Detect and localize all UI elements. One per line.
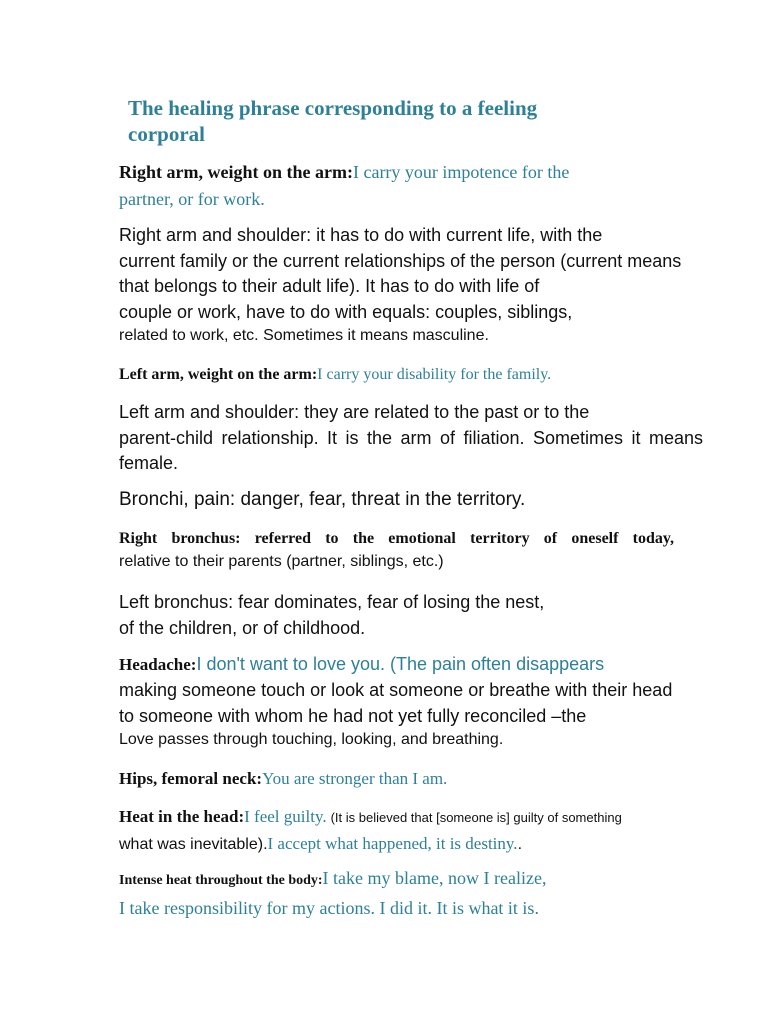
headache-body-2: to someone with whom he had not yet fully reconciled –the xyxy=(119,706,587,726)
heat-head-note-2: what was inevitable). xyxy=(119,836,268,853)
intense-heat-line-1 xyxy=(119,868,546,889)
right-arm-phrase-cont: partner, or for work. xyxy=(119,189,265,209)
headache-heading: Headache: xyxy=(119,655,197,674)
hips-heading: Hips, femoral neck: xyxy=(119,769,263,788)
bronchi-text: Bronchi, pain: danger, fear, threat in the territory. xyxy=(119,489,526,510)
headache-body-3: Love passes through touching, looking, and breathing. xyxy=(119,731,504,748)
hips-phrase: You are stronger than I am. xyxy=(262,769,448,788)
heat-head-line-1 xyxy=(119,807,622,827)
heat-head-phrase-2: I accept what happened, it is destiny. xyxy=(267,834,518,853)
left-arm-body-2: parent-child relationship. It is the arm of filiation. Sometimes it means xyxy=(119,428,703,448)
right-bronchus-line-1: Right bronchus: referred to the emotional territory of oneself today, xyxy=(119,530,674,547)
hips-line xyxy=(119,769,447,789)
page-title-line-2: corporal xyxy=(128,122,205,146)
headache-phrase: I don't want to love you. (The pain often disappears xyxy=(196,654,605,674)
heat-head-note-1: (It is believed that [someone is] guilty of something xyxy=(330,810,622,825)
right-arm-body-5: related to work, etc. Sometimes it means masculine. xyxy=(119,327,489,344)
heat-head-line-2 xyxy=(119,834,522,854)
heat-head-tail: . xyxy=(517,836,523,853)
right-arm-phrase: I carry your impotence for the xyxy=(352,162,570,182)
left-bronchus-line-1: Left bronchus: fear dominates, fear of losing the nest, xyxy=(119,592,545,612)
right-arm-heading: Right arm, weight on the arm: xyxy=(119,162,353,182)
intense-heat-phrase-1: I take my blame, now I realize, xyxy=(322,868,547,888)
right-arm-body-4: couple or work, have to do with equals: couples, siblings, xyxy=(119,302,573,322)
left-arm-phrase: I carry your disability for the family. xyxy=(317,366,552,383)
right-arm-body-2: current family or the current relationships of the person (current means xyxy=(119,251,682,271)
left-arm-heading: Left arm, weight on the arm: xyxy=(119,366,318,383)
left-bronchus-line-2: of the children, or of childhood. xyxy=(119,618,366,638)
headache-line xyxy=(119,654,604,675)
left-arm-line xyxy=(119,366,551,384)
intense-heat-phrase-2: I take responsibility for my actions. I did it. It is what it is. xyxy=(119,898,539,918)
page-title-line-1: The healing phrase corresponding to a feeling xyxy=(128,96,538,120)
intense-heat-heading: Intense heat throughout the body: xyxy=(119,873,323,888)
left-arm-body-3: female. xyxy=(119,453,179,473)
left-arm-body-1: Left arm and shoulder: they are related to the past or to the xyxy=(119,402,590,422)
right-arm-body-3: that belongs to their adult life). It has to do with life of xyxy=(119,276,540,296)
right-arm-body-1: Right arm and shoulder: it has to do with current life, with the xyxy=(119,225,603,245)
headache-body-1: making someone touch or look at someone or breathe with their head xyxy=(119,680,673,700)
heat-head-heading: Heat in the head: xyxy=(119,807,245,826)
right-arm-line-1 xyxy=(119,162,569,183)
right-bronchus-line-2: relative to their parents (partner, siblings, etc.) xyxy=(119,553,444,570)
heat-head-phrase-1: I feel guilty. xyxy=(244,807,327,826)
